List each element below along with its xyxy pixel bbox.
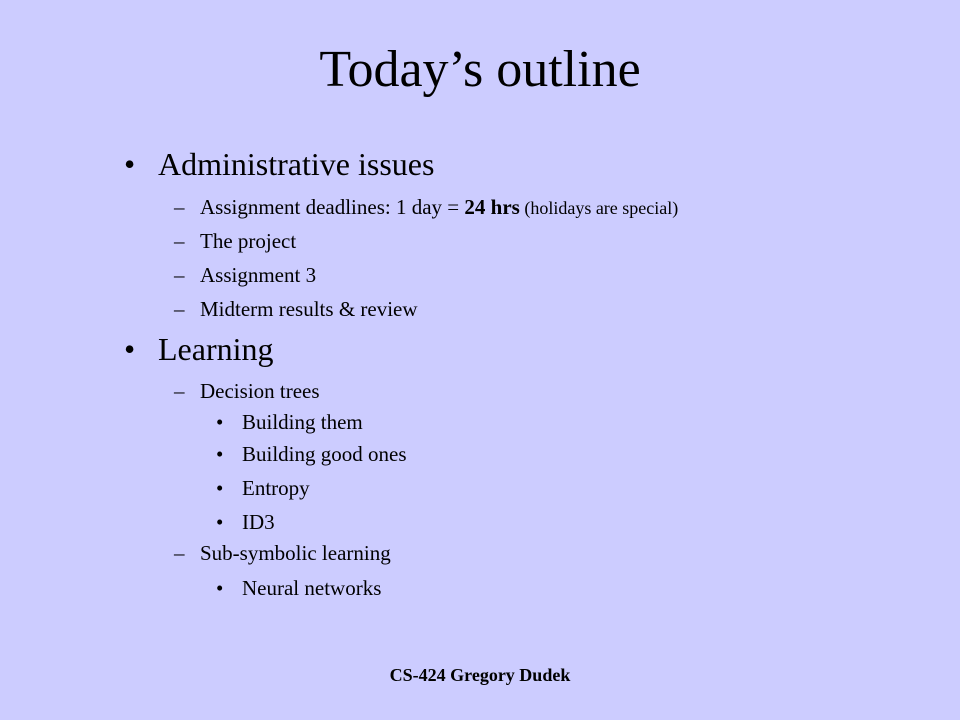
subsubitem-label: Building good ones [242,442,407,466]
subitem-label: Assignment 3 [200,263,317,287]
subsubitem-label: Neural networks [242,576,382,600]
subitem-the-project [174,228,296,254]
subitem-assignment-3 [174,262,316,288]
subsubitem-building-good-ones [216,441,407,467]
bullet-administrative-issues [124,146,434,182]
bullet-label: Administrative issues [158,146,435,182]
subsubitem-entropy [216,475,310,501]
bullet-marker: • [216,442,224,466]
subitem-label-part: Assignment deadlines: 1 day = [200,195,465,219]
bullet-marker: • [216,410,224,434]
subitem-label: Sub-symbolic learning [200,541,391,565]
bullet-learning [124,331,274,367]
bullet-marker: • [216,576,224,600]
dash-marker: – [174,263,185,287]
slide-footer: CS-424 Gregory Dudek [389,665,571,685]
deadline-hours: 24 hrs [464,195,520,219]
subsubitem-label: Entropy [242,476,310,500]
subsubitem-label: Building them [242,410,363,434]
subitem-sub-symbolic-learning [174,540,391,566]
subitem-label: The project [200,229,297,253]
dash-marker: – [174,229,185,253]
subitem-midterm-results [174,296,418,322]
subitem-assignment-deadlines [174,194,678,221]
subsubitem-label: ID3 [242,510,275,534]
subitem-decision-trees [174,378,320,404]
subitem-label: Midterm results & review [200,297,418,321]
dash-marker: – [174,541,185,565]
dash-marker: – [174,195,185,219]
bullet-label: Learning [158,331,274,367]
bullet-marker: • [124,331,136,367]
subsubitem-id3 [216,509,275,535]
subsubitem-building-them [216,409,363,435]
bullet-marker: • [216,476,224,500]
bullet-marker: • [216,510,224,534]
subitem-label: Decision trees [200,379,320,403]
dash-marker: – [174,379,185,403]
dash-marker: – [174,297,185,321]
slide-title: Today’s outline [319,41,641,98]
holiday-note: (holidays are special) [519,198,679,218]
subsubitem-neural-networks [216,575,381,601]
bullet-marker: • [124,146,136,182]
